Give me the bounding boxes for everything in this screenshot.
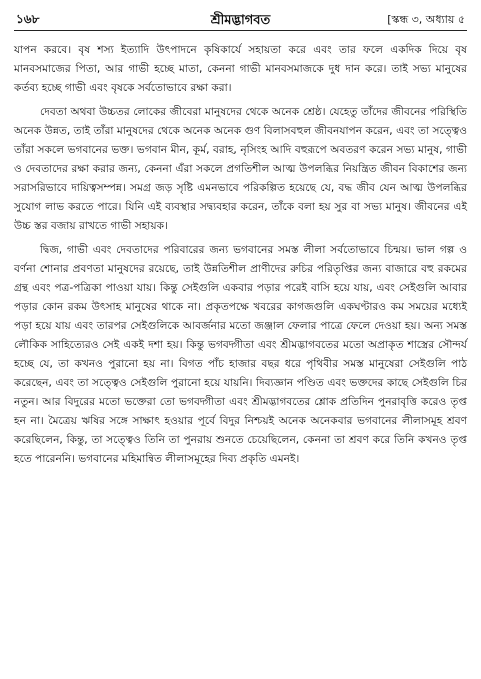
paragraph: যাপন করবে। বৃষ শস্য ইত্যাদি উৎপাদনে কৃষিকার্যে সহায়তা করে এবং তার ফলে একদিক দিয়ে বৃষ মানবসমাজের পিতা, আর গাভী হচ্ছে মাতা, কেননা গাভী মানবসমাজকে দুধ দান করে। তাই সভ্য মানুষের কর্তব্য হচ্ছে গাভী এবং বৃষকে সর্বতোভাবে রক্ষা করা।: [14, 44, 467, 94]
page-number: ১৬৮: [16, 12, 40, 26]
page-body: [14, 41, 467, 469]
paragraph: দ্বিজ, গাভী এবং দেবতাদের পরিবারের জন্য ভগবানের সমস্ত লীলা সর্বতোভাবে চিন্ময়। ভাল গল্প ও বর্ণনা শোনার প্রবণতা মানুষদের রয়েছে, তাই উন্নতিশীল প্রাণীদের রুচির পরিতৃপ্তির জন্য বাজারে বহু রকমের গ্রন্থ এবং পত্র-পত্রিকা পাওয়া যায়। কিন্তু সেইগুলি একবার পড়ার পরেই বাসি হয়ে যায়, এবং সেইগুলি আবার পড়ার কোন রকম উৎসাহ মানুষের থাকে না। প্রকৃতপক্ষে খবরের কাগজগুলি একঘণ্টারও কম সময়ের মধ্যেই পড়া হয়ে যায় এবং তারপর সেইগুলিকে আবর্জনার মতো জঞ্জাল ফেলার পাত্রে ফেলে দেওয়া হয়। অন্য সমস্ত লৌকিক সাহিত্যেরও সেই একই দশা হয়। কিন্তু ভগবদ্গীতা এবং শ্রীমদ্ভাগবতের মতো অপ্রাকৃত শাস্ত্রের সৌন্দর্য হচ্ছে যে, তা কখনও পুরানো হয় না। বিগত পাঁচ হাজার বছর ধরে পৃথিবীর সমস্ত মানুষেরা সেইগুলি পাঠ করেছেন, এবং তা সত্ত্বেও সেইগুলি পুরানো হয়ে যায়নি। দিব্যজ্ঞান পণ্ডিত এবং ভক্তদের কাছে সেইগুলি চির নতুন। আর বিদুরের মতো ভক্তেরা তো ভগবদ্গীতা এবং শ্রীমদ্ভাগবতের শ্লোক প্রতিদিন পুনরাবৃত্তি করেও তৃপ্ত হন না। মৈত্রেয় ঋষির সঙ্গে সাক্ষাৎ হওয়ার পূর্বে বিদুর নিশ্চয়ই অনেক অনেকবার ভগবানের লীলাসমূহ শ্রবণ করেছিলেন, কিন্তু, তা সত্ত্বেও তিনি তা পুনরায় শুনতে চেয়েছিলেন, কেননা তা শ্রবণ করে তিনি কখনও তৃপ্ত হতে পারেননি। ভগবানের মহিমান্বিত লীলাসমূহের দিব্য প্রকৃতি এমনই।: [14, 244, 467, 465]
chapter-reference: [স্কন্ধ ৩, অধ্যায় ৫: [387, 13, 465, 26]
page-header: [14, 8, 467, 31]
book-title: শ্রীমদ্ভাগবত: [210, 13, 271, 28]
paragraph: দেবতা অথবা উচ্চতর লোকের জীবেরা মানুষদের থেকে অনেক শ্রেষ্ঠ। যেহেতু তাঁদের জীবনের পরিস্থিতি অনেক উন্নত, তাই তাঁরা মানুষদের থেকে অনেক অনেক গুণ বিলাসবহুল জীবনযাপন করেন, এবং তা সত্ত্বেও তাঁরা সকলে ভগবানের ভক্ত। ভগবান মীন, কূর্ম, বরাহ, নৃসিংহ আদি বহুরূপে অবতরণ করেন সভ্য মানুষ, গাভী ও দেবতাদের রক্ষা করার জন্য, কেননা এঁরা সকলে প্রগতিশীল আত্ম উপলব্ধির নিয়ন্ত্রিত জীবন বিকাশের জন্য সরাসরিভাবে দায়িত্বসম্পন্ন। সমগ্র জড় সৃষ্টি এমনভাবে পরিকল্পিত হয়েছে যে, বদ্ধ জীব যেন আত্ম উপলব্ধির সুযোগ লাভ করতে পারে। যিনি এই ব্যবস্থার সদ্ব্যবহার করেন, তাঁকে বলা হয় সুর বা সভ্য মানুষ। জীবনের এই উচ্চ স্তর বজায় রাখতে গাভী সহায়ক।: [14, 106, 467, 232]
